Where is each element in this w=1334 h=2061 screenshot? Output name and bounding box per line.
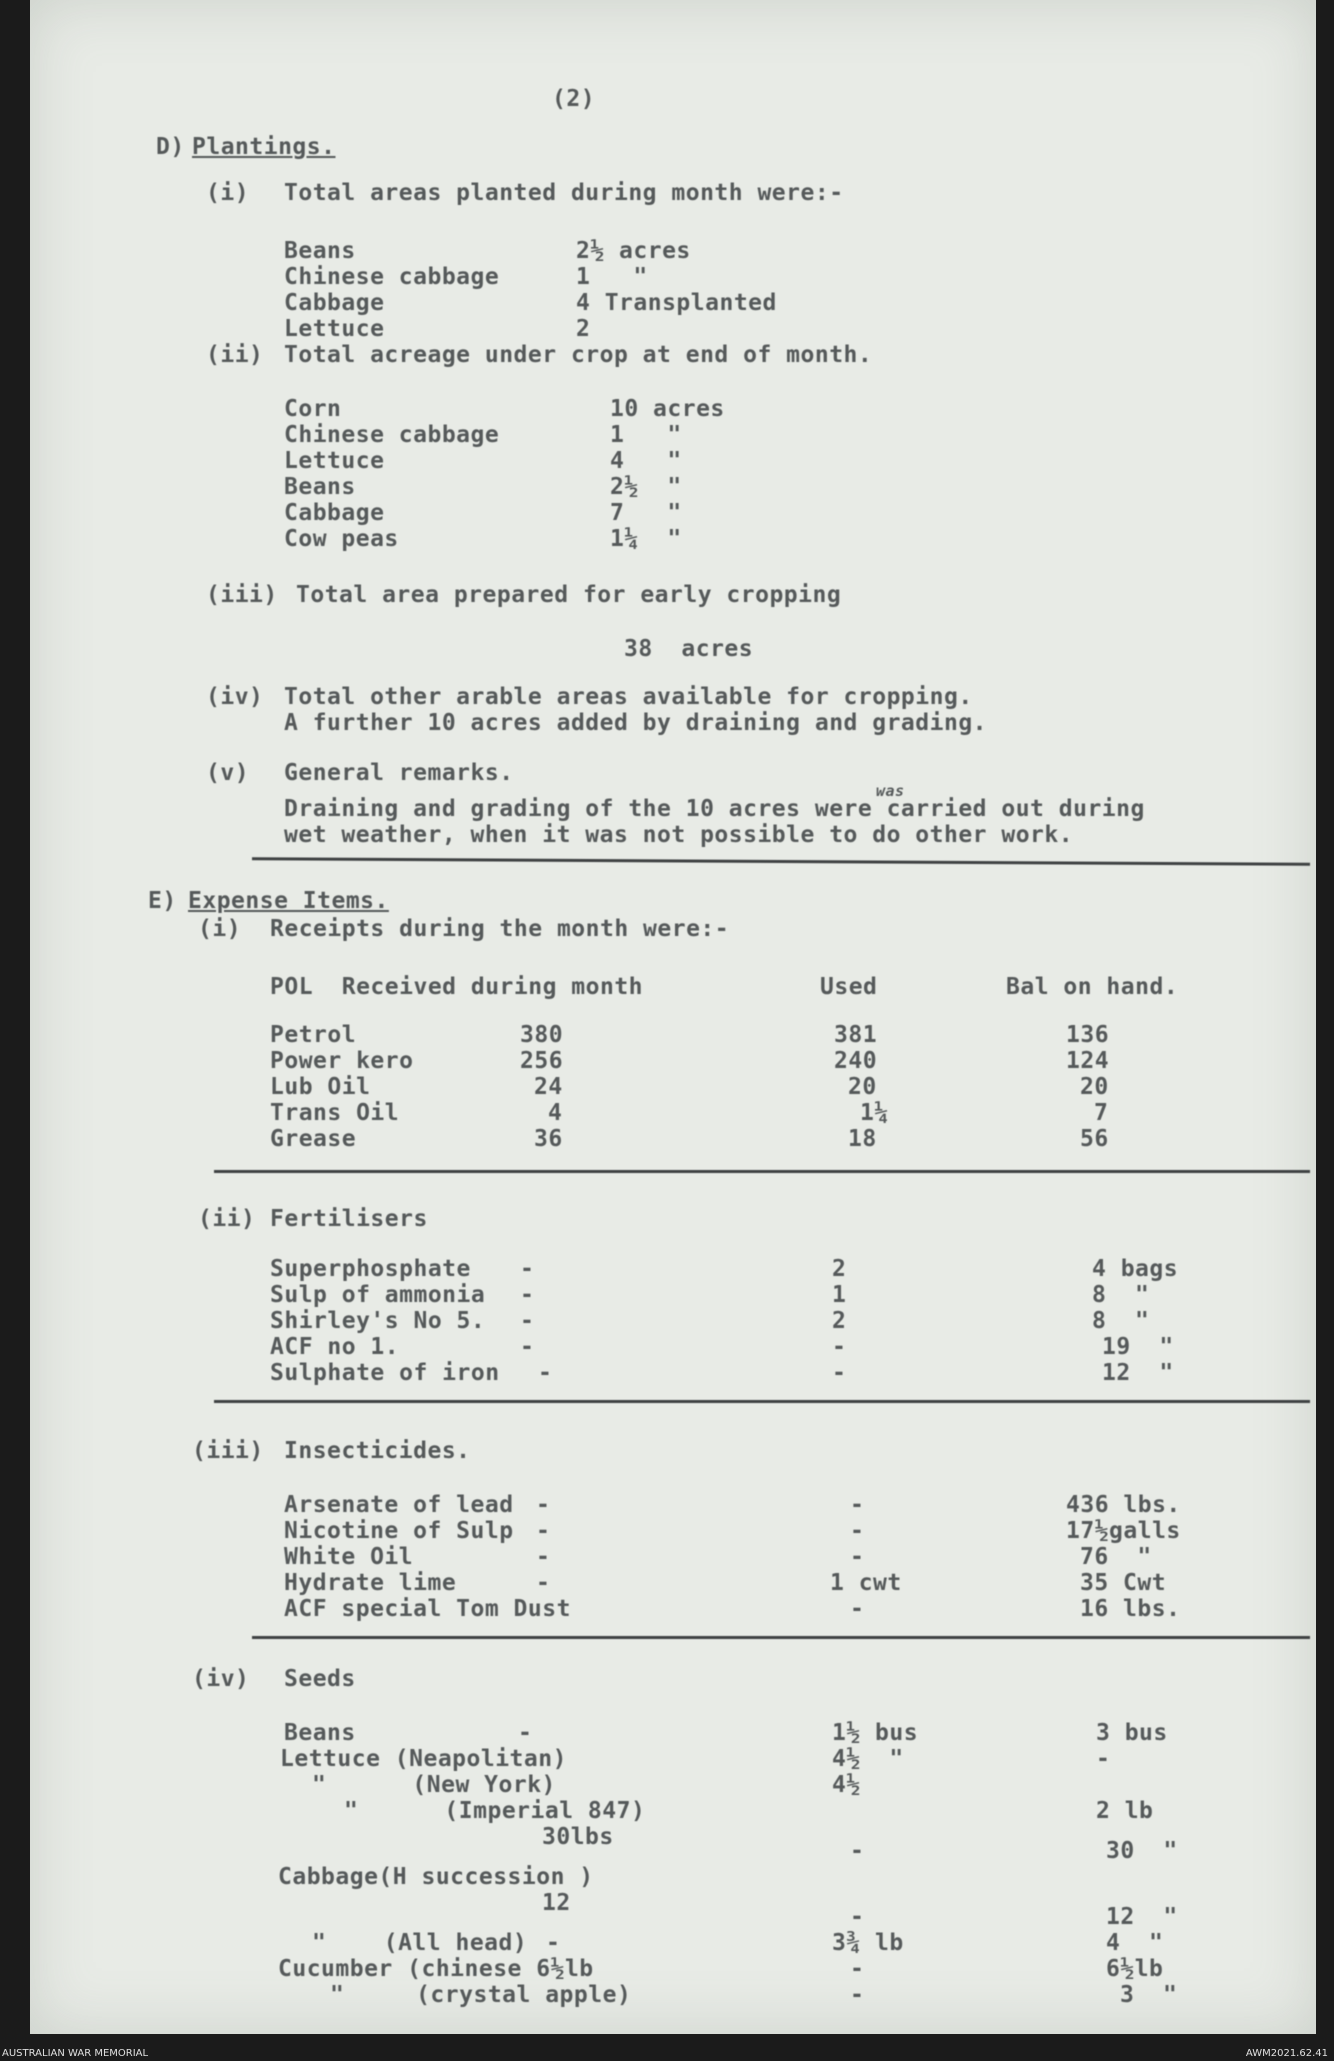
- insect-bal: 436 lbs.: [1066, 1492, 1181, 1518]
- insect-bal: 76 ": [1080, 1544, 1152, 1570]
- d-i-number: (i): [206, 180, 250, 206]
- fert-bal: 19 ": [1102, 1334, 1174, 1360]
- pol-used: 18: [848, 1126, 877, 1152]
- acreage-crop: Beans: [284, 474, 356, 500]
- seed-bal: 3 bus: [1096, 1720, 1168, 1746]
- pol-header-item: POL Received during month: [270, 974, 644, 1000]
- fert-used: -: [832, 1334, 847, 1360]
- seed-used: 4½: [832, 1772, 861, 1798]
- fert-dash: -: [520, 1282, 535, 1308]
- insect-bal: 17½galls: [1066, 1518, 1181, 1544]
- fert-item: Superphosphate: [270, 1256, 471, 1282]
- pol-item: Trans Oil: [270, 1100, 400, 1126]
- e-ii-title: Fertilisers: [270, 1206, 428, 1232]
- acreage-crop: Corn: [284, 396, 342, 422]
- planted-value: 1 ": [576, 264, 648, 290]
- seed-used: -: [850, 1904, 865, 1930]
- fert-item: Shirley's No 5.: [270, 1308, 486, 1334]
- insect-dash: -: [536, 1492, 551, 1518]
- planted-crop: Beans: [284, 238, 356, 264]
- insect-used: -: [850, 1518, 865, 1544]
- insect-item: White Oil: [284, 1544, 414, 1570]
- e-i-title: Receipts during the month were:-: [270, 916, 730, 942]
- e-i-number: (i): [198, 916, 242, 942]
- insect-bal: 16 lbs.: [1080, 1596, 1181, 1622]
- seed-extra: 30lbs: [542, 1824, 614, 1850]
- seed-item: Beans: [284, 1720, 356, 1746]
- d-i-title: Total areas planted during month were:-: [284, 180, 844, 206]
- fert-dash: -: [520, 1334, 535, 1360]
- acreage-crop: Chinese cabbage: [284, 422, 500, 448]
- insect-item: Hydrate lime: [284, 1570, 457, 1596]
- seed-bal: -: [1096, 1746, 1111, 1772]
- seed-used: 1½ bus: [832, 1720, 919, 1746]
- e-iv-title: Seeds: [284, 1666, 356, 1692]
- pol-header-bal: Bal on hand.: [1006, 974, 1179, 1000]
- fert-item: Sulp of ammonia: [270, 1282, 486, 1308]
- pol-item: Power kero: [270, 1048, 414, 1074]
- fert-item: ACF no 1.: [270, 1334, 400, 1360]
- pol-used: 381: [834, 1022, 878, 1048]
- seed-used: -: [850, 1956, 865, 1982]
- fert-used: 2: [832, 1308, 847, 1334]
- pol-item: Lub Oil: [270, 1074, 371, 1100]
- insect-bal: 35 Cwt: [1080, 1570, 1167, 1596]
- seed-bal: 2 lb: [1096, 1798, 1154, 1824]
- d-ii-number: (ii): [206, 342, 264, 368]
- seed-bal: 3 ": [1120, 1982, 1178, 2008]
- acreage-value: 1¼ ": [610, 526, 682, 552]
- seed-item: Cabbage(H succession ): [278, 1864, 594, 1890]
- seed-item: " (New York): [312, 1772, 556, 1798]
- pol-used: 240: [834, 1048, 878, 1074]
- d-v-title: General remarks.: [284, 760, 514, 786]
- pol-item: Grease: [270, 1126, 357, 1152]
- planted-value: 2: [576, 316, 591, 342]
- d-iii-value: 38 acres: [624, 636, 754, 662]
- handwritten-annotation: was: [876, 782, 905, 800]
- pol-used: 20: [848, 1074, 877, 1100]
- section-e-letter: E): [148, 888, 177, 914]
- d-ii-title: Total acreage under crop at end of month.: [284, 342, 873, 368]
- pol-header-used: Used: [820, 974, 878, 1000]
- seed-bal: 12 ": [1106, 1904, 1178, 1930]
- acreage-value: 10 acres: [610, 396, 725, 422]
- seed-extra: -: [518, 1720, 533, 1746]
- d-v-number: (v): [206, 760, 250, 786]
- planted-crop: Cabbage: [284, 290, 385, 316]
- seed-used: 4½ ": [832, 1746, 904, 1772]
- footer-reference: AWM2021.62.41: [1245, 2048, 1328, 2059]
- fert-dash: -: [520, 1256, 535, 1282]
- insect-used: 1 cwt: [830, 1570, 902, 1596]
- pol-received: 36: [534, 1126, 563, 1152]
- footer-institution: AUSTRALIAN WAR MEMORIAL: [2, 2048, 149, 2059]
- e-iii-number: (iii): [192, 1438, 264, 1464]
- insect-dash: -: [536, 1518, 551, 1544]
- e-iv-number: (iv): [192, 1666, 250, 1692]
- acreage-value: 7 ": [610, 500, 682, 526]
- planted-crop: Chinese cabbage: [284, 264, 500, 290]
- seed-bal: 30 ": [1106, 1838, 1178, 1864]
- seed-bal: 6½lb: [1106, 1956, 1164, 1982]
- planted-value: 2½ acres: [576, 238, 691, 264]
- acreage-value: 1 ": [610, 422, 682, 448]
- section-e-heading: Expense Items.: [188, 888, 389, 914]
- pol-received: 4: [548, 1100, 563, 1126]
- insect-used: -: [850, 1544, 865, 1570]
- seed-used: 3¾ lb: [832, 1930, 904, 1956]
- pol-bal: 20: [1080, 1074, 1109, 1100]
- pol-received: 380: [520, 1022, 564, 1048]
- insect-item: Arsenate of lead: [284, 1492, 514, 1518]
- fert-bal: 12 ": [1102, 1360, 1174, 1386]
- acreage-crop: Cabbage: [284, 500, 385, 526]
- insect-item: ACF special Tom Dust: [284, 1596, 571, 1622]
- planted-value: 4 Transplanted: [576, 290, 777, 316]
- seed-bal: 4 ": [1106, 1930, 1164, 1956]
- insect-used: -: [850, 1596, 865, 1622]
- pol-received: 24: [534, 1074, 563, 1100]
- seed-extra: -: [546, 1930, 561, 1956]
- document-page: [30, 0, 1316, 2034]
- section-d-heading: Plantings.: [192, 134, 336, 160]
- page-number: (2): [552, 86, 596, 112]
- d-iv-line2: A further 10 acres added by draining and grading.: [284, 710, 988, 736]
- d-iv-number: (iv): [206, 684, 264, 710]
- pol-used: 1¼: [860, 1100, 889, 1126]
- divider-rule: [214, 1400, 1310, 1403]
- fert-used: -: [832, 1360, 847, 1386]
- pol-bal: 7: [1094, 1100, 1109, 1126]
- divider-rule: [252, 857, 1310, 866]
- seed-used: -: [850, 1838, 865, 1864]
- seed-item: " (Imperial 847): [344, 1798, 646, 1824]
- fert-bal: 4 bags: [1092, 1256, 1179, 1282]
- insect-used: -: [850, 1492, 865, 1518]
- fert-bal: 8 ": [1092, 1308, 1150, 1334]
- d-iv-line1: Total other arable areas available for cropping.: [284, 684, 973, 710]
- acreage-crop: Cow peas: [284, 526, 399, 552]
- divider-rule: [214, 1170, 1310, 1173]
- seed-item: Lettuce (Neapolitan): [280, 1746, 567, 1772]
- seed-item: " (crystal apple): [330, 1982, 632, 2008]
- d-iii-number: (iii): [206, 582, 278, 608]
- fert-used: 1: [832, 1282, 847, 1308]
- acreage-value: 4 ": [610, 448, 682, 474]
- d-v-line1: Draining and grading of the 10 acres were carried out during: [284, 796, 1145, 822]
- pol-received: 256: [520, 1048, 564, 1074]
- fert-dash: -: [520, 1308, 535, 1334]
- section-d-letter: D): [156, 134, 185, 160]
- pol-bal: 56: [1080, 1126, 1109, 1152]
- e-ii-number: (ii): [198, 1206, 256, 1232]
- insect-dash: -: [536, 1544, 551, 1570]
- d-v-line2: wet weather, when it was not possible to do other work.: [284, 822, 1074, 848]
- acreage-value: 2½ ": [610, 474, 682, 500]
- divider-rule: [252, 1636, 1310, 1639]
- seed-item: " (All head): [312, 1930, 528, 1956]
- seed-item: Cucumber (chinese 6½lb: [278, 1956, 594, 1982]
- insect-item: Nicotine of Sulp: [284, 1518, 514, 1544]
- acreage-crop: Lettuce: [284, 448, 385, 474]
- pol-bal: 124: [1066, 1048, 1110, 1074]
- fert-bal: 8 ": [1092, 1282, 1150, 1308]
- fert-used: 2: [832, 1256, 847, 1282]
- planted-crop: Lettuce: [284, 316, 385, 342]
- fert-item: Sulphate of iron: [270, 1360, 500, 1386]
- insect-dash: -: [536, 1570, 551, 1596]
- pol-bal: 136: [1066, 1022, 1110, 1048]
- e-iii-title: Insecticides.: [284, 1438, 471, 1464]
- seed-extra: 12: [542, 1890, 571, 1916]
- d-iii-title: Total area prepared for early cropping: [296, 582, 842, 608]
- fert-dash: -: [538, 1360, 553, 1386]
- seed-used: -: [850, 1982, 865, 2008]
- pol-item: Petrol: [270, 1022, 357, 1048]
